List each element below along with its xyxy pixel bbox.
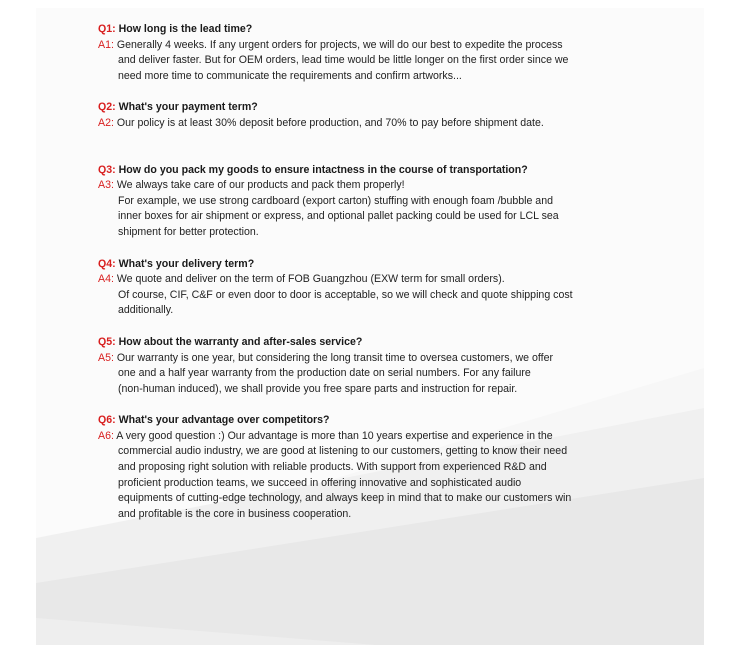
- answer-text: We always take care of our products and pack them properly!: [116, 179, 405, 192]
- question-text: How long is the lead time?: [118, 23, 253, 35]
- answer-5-line-1: [98, 351, 678, 367]
- question-tag: Q3:: [98, 163, 116, 176]
- question-tag: Q6:: [98, 414, 116, 427]
- answer-3-line-4: shipment for better protection.: [118, 225, 259, 238]
- question-text: What's your payment term?: [118, 101, 258, 114]
- question-6: [98, 413, 678, 429]
- answer-5-line-3: (non-human induced), we shall provide you free spare parts and instruction for repair.: [118, 382, 518, 395]
- answer-tag: A4:: [98, 273, 114, 286]
- faq-item-5: [98, 335, 678, 397]
- answer-text: Our policy is at least 30% deposit before production, and 70% to pay before shipment date.: [116, 116, 544, 129]
- question-tag: Q1:: [98, 23, 116, 35]
- question-text: What's your delivery term?: [118, 257, 255, 270]
- answer-6-line-3: and proposing right solution with reliable products. With support from experienced R&D and: [118, 461, 547, 474]
- answer-tag: A2:: [98, 116, 114, 129]
- faq-item-6: [98, 413, 678, 522]
- question-1: [98, 22, 678, 38]
- answer-4-line-1: [98, 272, 678, 288]
- question-tag: Q4:: [98, 257, 116, 270]
- answer-text: A very good question :) Our advantage is more than 10 years expertise and experience in the: [116, 429, 553, 442]
- faq-item-4: [98, 257, 678, 319]
- faq-item-3: [98, 163, 678, 241]
- question-text: What's your advantage over competitors?: [118, 414, 330, 427]
- answer-6-line-2: commercial audio industry, we are good at listening to our customers, getting to know their need: [118, 445, 568, 458]
- answer-3-line-2: For example, we use strong cardboard (export carton) stuffing with enough foam /bubble and: [118, 194, 553, 207]
- answer-3-line-3: inner boxes for air shipment or express, and optional pallet packing could be used for LCL sea: [118, 210, 559, 223]
- question-text: How about the warranty and after-sales service?: [118, 335, 363, 348]
- question-tag: Q2:: [98, 101, 116, 114]
- question-5: [98, 335, 678, 351]
- answer-4-line-3: additionally.: [118, 304, 174, 317]
- answer-tag: A5:: [98, 351, 114, 364]
- answer-6-line-6: and profitable is the core in business cooperation.: [118, 507, 352, 520]
- answer-6-line-4: proficient production teams, we succeed in offering innovative and sophisticated audio: [118, 476, 522, 489]
- faq-item-2: [98, 100, 678, 131]
- answer-tag: A1:: [98, 38, 114, 51]
- answer-5-line-2: one and a half year warranty from the production date on serial numbers. For any failure: [118, 367, 531, 380]
- answer-1-line-1: [98, 38, 678, 54]
- answer-tag: A3:: [98, 179, 114, 192]
- answer-6-line-5: equipments of cutting-edge technology, and always keep in mind that to make our customers win: [118, 492, 572, 505]
- answer-6-line-1: [98, 429, 678, 445]
- answer-text: Generally 4 weeks. If any urgent orders for projects, we will do our best to expedite the process: [116, 38, 563, 51]
- answer-1-line-2: and deliver faster. But for OEM orders, lead time would be little longer on the first order since we: [118, 54, 569, 67]
- answer-tag: A6:: [98, 429, 114, 442]
- answer-2-line-1: [98, 116, 678, 132]
- faq-item-1: [98, 22, 678, 84]
- question-text: How do you pack my goods to ensure intactness in the course of transportation?: [118, 163, 528, 176]
- faq-canvas: [36, 8, 704, 645]
- answer-4-line-2: Of course, CIF, C&F or even door to door is acceptable, so we will check and quote shipping cost: [118, 288, 573, 301]
- answer-text: We quote and deliver on the term of FOB Guangzhou (EXW term for small orders).: [116, 273, 505, 286]
- answer-text: Our warranty is one year, but considering the long transit time to oversea customers, we offer: [116, 351, 553, 364]
- question-4: [98, 257, 678, 273]
- faq-list: [98, 22, 678, 522]
- answer-3-line-1: [98, 178, 678, 194]
- answer-1-line-3: need more time to communicate the requirements and confirm artworks...: [118, 69, 462, 82]
- question-3: [98, 163, 678, 179]
- question-tag: Q5:: [98, 335, 116, 348]
- question-2: [98, 100, 678, 116]
